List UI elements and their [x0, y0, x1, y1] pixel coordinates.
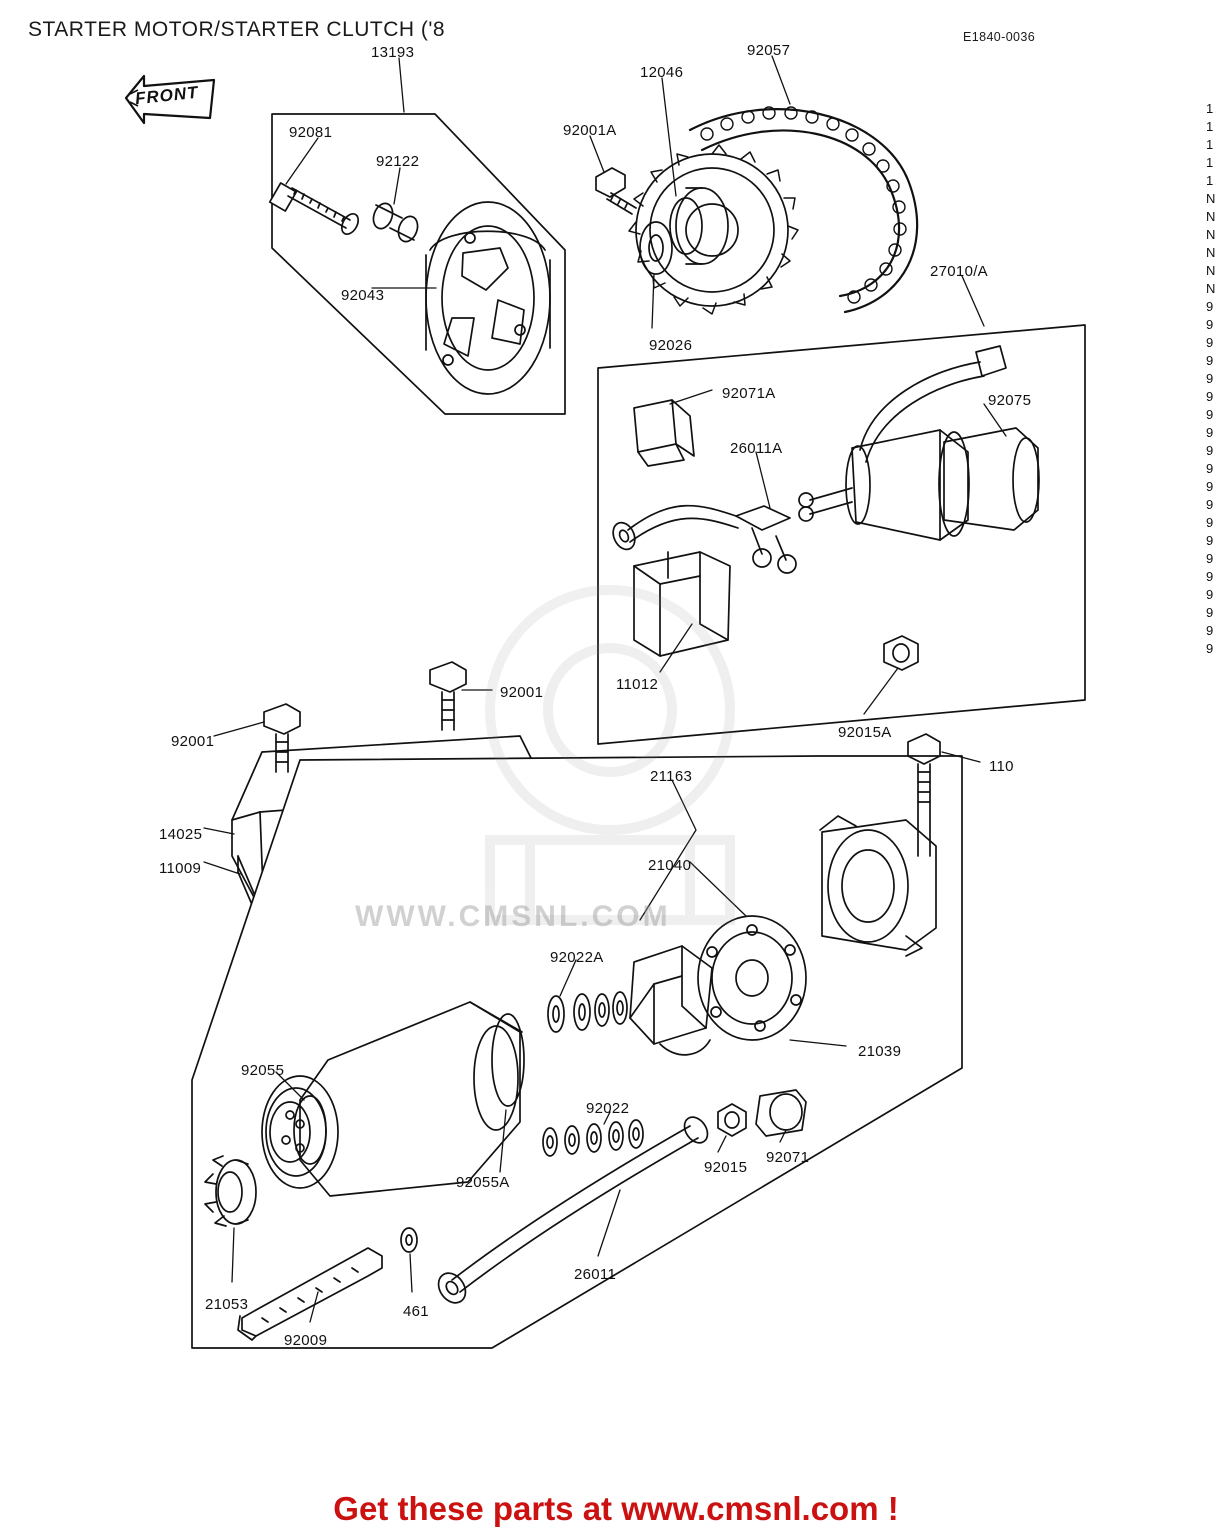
edge-part-number: 9 [1206, 551, 1214, 566]
front-label: FRONT [134, 82, 200, 109]
callout-110[interactable]: 110 [989, 758, 1014, 775]
edge-part-number: N [1206, 281, 1216, 296]
edge-part-number: 9 [1206, 371, 1214, 386]
edge-part-number: 9 [1206, 461, 1214, 476]
footer-text: Get these parts at www.cmsnl.com ! [333, 1490, 899, 1527]
callout-26011A[interactable]: 26011A [730, 440, 783, 457]
callout-12046[interactable]: 12046 [640, 64, 684, 81]
callout-11012[interactable]: 11012 [616, 676, 659, 693]
edge-part-number: 9 [1206, 605, 1214, 620]
callout-21163[interactable]: 21163 [650, 768, 693, 785]
callout-92075[interactable]: 92075 [988, 392, 1032, 409]
edge-part-number: 9 [1206, 353, 1214, 368]
callout-92122[interactable]: 92122 [376, 153, 420, 170]
callout-27010A[interactable]: 27010/A [930, 263, 988, 280]
callout-21040[interactable]: 21040 [648, 857, 692, 874]
edge-part-number: 9 [1206, 299, 1214, 314]
edge-part-number: 9 [1206, 497, 1214, 512]
callout-92022A[interactable]: 92022A [550, 949, 604, 966]
edge-part-number: 9 [1206, 425, 1214, 440]
edge-part-number: 1 [1206, 173, 1214, 188]
edge-part-number: 1 [1206, 155, 1214, 170]
callout-92009[interactable]: 92009 [284, 1332, 328, 1349]
edge-part-number: 9 [1206, 479, 1214, 494]
edge-part-number: 1 [1206, 119, 1214, 134]
edge-part-number: N [1206, 245, 1216, 260]
edge-part-number: N [1206, 209, 1216, 224]
edge-part-number: 9 [1206, 533, 1214, 548]
callout-21053[interactable]: 21053 [205, 1296, 249, 1313]
callout-13193[interactable]: 13193 [371, 44, 415, 61]
callout-92001b[interactable]: 92001 [500, 684, 544, 701]
callout-461[interactable]: 461 [403, 1303, 429, 1320]
edge-part-number: 9 [1206, 407, 1214, 422]
callout-92001c[interactable]: 92001 [171, 733, 215, 750]
edge-part-number: N [1206, 227, 1216, 242]
callout-92015[interactable]: 92015 [704, 1159, 748, 1176]
edge-part-number: N [1206, 263, 1216, 278]
page-title: STARTER MOTOR/STARTER CLUTCH ('8 [28, 18, 446, 41]
callout-14025[interactable]: 14025 [159, 826, 203, 843]
callout-11009[interactable]: 11009 [159, 860, 202, 877]
edge-part-number: 9 [1206, 317, 1214, 332]
edge-part-number: 9 [1206, 389, 1214, 404]
document-id: E1840-0036 [963, 30, 1036, 44]
edge-part-number: N [1206, 191, 1216, 206]
callout-92071A[interactable]: 92071A [722, 385, 776, 402]
callout-92043[interactable]: 92043 [341, 287, 385, 304]
callout-92001A[interactable]: 92001A [563, 122, 617, 139]
edge-part-number: 1 [1206, 137, 1214, 152]
watermark-text: WWW.CMSNL.COM [355, 900, 671, 933]
edge-part-number: 9 [1206, 515, 1214, 530]
footer [0, 1490, 1232, 1528]
callout-26011[interactable]: 26011 [574, 1266, 617, 1283]
edge-part-number: 9 [1206, 335, 1214, 350]
edge-part-number: 9 [1206, 623, 1214, 638]
callout-92026[interactable]: 92026 [649, 337, 693, 354]
edge-part-number: 9 [1206, 641, 1214, 656]
edge-part-number: 1 [1206, 101, 1214, 116]
edge-part-number: 9 [1206, 587, 1214, 602]
callout-92015A[interactable]: 92015A [838, 724, 892, 741]
callout-92055[interactable]: 92055 [241, 1062, 285, 1079]
callout-92055A[interactable]: 92055A [456, 1174, 510, 1191]
callout-21039[interactable]: 21039 [858, 1043, 902, 1060]
edge-part-number-column [1206, 100, 1232, 1020]
callout-92057[interactable]: 92057 [747, 42, 791, 59]
callout-92022[interactable]: 92022 [586, 1100, 630, 1117]
callout-92081[interactable]: 92081 [289, 124, 333, 141]
edge-part-number: 9 [1206, 569, 1214, 584]
edge-part-number: 9 [1206, 443, 1214, 458]
callout-92071[interactable]: 92071 [766, 1149, 810, 1166]
